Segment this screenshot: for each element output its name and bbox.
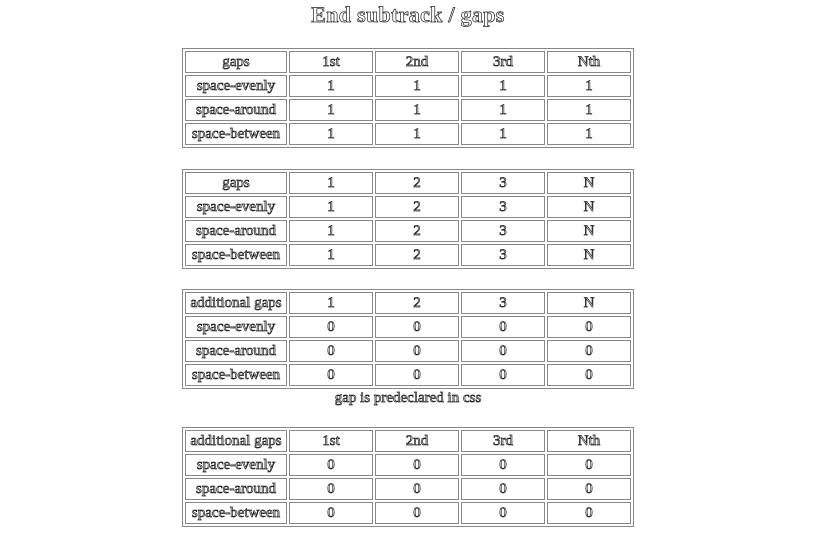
value-cell: 1: [461, 75, 545, 97]
row-label-cell: space-around: [185, 340, 287, 362]
row-label-cell: space-between: [185, 123, 287, 145]
value-cell: 1: [375, 123, 459, 145]
header-cell: 3: [461, 172, 545, 194]
results-table-1: [182, 48, 634, 148]
table-row: [185, 196, 631, 218]
header-cell: 2: [375, 292, 459, 314]
table-header-row: [185, 292, 631, 314]
header-cell: N: [547, 172, 631, 194]
row-label-cell: space-evenly: [185, 75, 287, 97]
header-cell: 3rd: [461, 430, 545, 452]
table-row: [185, 478, 631, 500]
row-label-cell: space-between: [185, 502, 287, 524]
header-cell: Nth: [547, 51, 631, 73]
value-cell: 1: [289, 99, 373, 121]
row-label-cell: space-between: [185, 364, 287, 386]
row-label-cell: space-evenly: [185, 454, 287, 476]
value-cell: 1: [375, 99, 459, 121]
header-cell: N: [547, 292, 631, 314]
value-cell: 1: [289, 196, 373, 218]
page-title: End subtrack / gaps: [311, 2, 505, 27]
value-cell: 0: [547, 364, 631, 386]
row-label-cell: space-around: [185, 478, 287, 500]
table-row: [185, 75, 631, 97]
table-row: [185, 220, 631, 242]
css-gap-note: gap is predeclared in css: [334, 390, 482, 406]
value-cell: 3: [461, 244, 545, 266]
value-cell: 0: [289, 454, 373, 476]
header-cell: 2nd: [375, 51, 459, 73]
results-table-3: [182, 289, 634, 389]
table-row: [185, 340, 631, 362]
value-cell: 0: [289, 316, 373, 338]
value-cell: 3: [461, 220, 545, 242]
row-label-cell: space-between: [185, 244, 287, 266]
header-cell: additional gaps: [185, 292, 287, 314]
value-cell: 0: [375, 340, 459, 362]
value-cell: 0: [375, 316, 459, 338]
header-cell: 3rd: [461, 51, 545, 73]
header-cell: 1st: [289, 430, 373, 452]
value-cell: 3: [461, 196, 545, 218]
header-cell: Nth: [547, 430, 631, 452]
value-cell: 0: [547, 454, 631, 476]
header-cell: gaps: [185, 51, 287, 73]
value-cell: 0: [289, 502, 373, 524]
value-cell: 0: [461, 454, 545, 476]
value-cell: 0: [289, 364, 373, 386]
value-cell: 2: [375, 196, 459, 218]
value-cell: 0: [461, 316, 545, 338]
value-cell: 0: [375, 502, 459, 524]
results-table-2: [182, 169, 634, 269]
value-cell: 1: [289, 123, 373, 145]
value-cell: 0: [547, 316, 631, 338]
value-cell: 0: [375, 364, 459, 386]
value-cell: 2: [375, 244, 459, 266]
value-cell: 1: [547, 123, 631, 145]
value-cell: 1: [461, 99, 545, 121]
table-row: [185, 99, 631, 121]
table-row: [185, 364, 631, 386]
value-cell: 1: [289, 244, 373, 266]
header-cell: gaps: [185, 172, 287, 194]
header-cell: 1: [289, 292, 373, 314]
value-cell: 1: [289, 75, 373, 97]
header-cell: 1st: [289, 51, 373, 73]
value-cell: 0: [461, 364, 545, 386]
value-cell: 0: [547, 478, 631, 500]
header-cell: additional gaps: [185, 430, 287, 452]
value-cell: 0: [375, 454, 459, 476]
value-cell: 2: [375, 220, 459, 242]
value-cell: 0: [289, 340, 373, 362]
value-cell: 1: [289, 220, 373, 242]
header-cell: 2nd: [375, 430, 459, 452]
value-cell: 0: [461, 340, 545, 362]
table-header-row: [185, 430, 631, 452]
value-cell: 0: [375, 478, 459, 500]
value-cell: 1: [461, 123, 545, 145]
row-label-cell: space-evenly: [185, 316, 287, 338]
header-cell: 2: [375, 172, 459, 194]
value-cell: 0: [461, 478, 545, 500]
table-row: [185, 123, 631, 145]
value-cell: N: [547, 220, 631, 242]
value-cell: N: [547, 196, 631, 218]
table-header-row: [185, 172, 631, 194]
value-cell: 0: [289, 478, 373, 500]
table-row: [185, 454, 631, 476]
header-cell: 1: [289, 172, 373, 194]
table-row: [185, 502, 631, 524]
row-label-cell: space-around: [185, 220, 287, 242]
table-row: [185, 244, 631, 266]
table-row: [185, 316, 631, 338]
value-cell: 0: [547, 340, 631, 362]
value-cell: 1: [547, 99, 631, 121]
value-cell: 0: [547, 502, 631, 524]
value-cell: 1: [547, 75, 631, 97]
value-cell: N: [547, 244, 631, 266]
value-cell: 1: [375, 75, 459, 97]
row-label-cell: space-around: [185, 99, 287, 121]
results-table-4: [182, 427, 634, 527]
row-label-cell: space-evenly: [185, 196, 287, 218]
table-header-row: [185, 51, 631, 73]
value-cell: 0: [461, 502, 545, 524]
header-cell: 3: [461, 292, 545, 314]
